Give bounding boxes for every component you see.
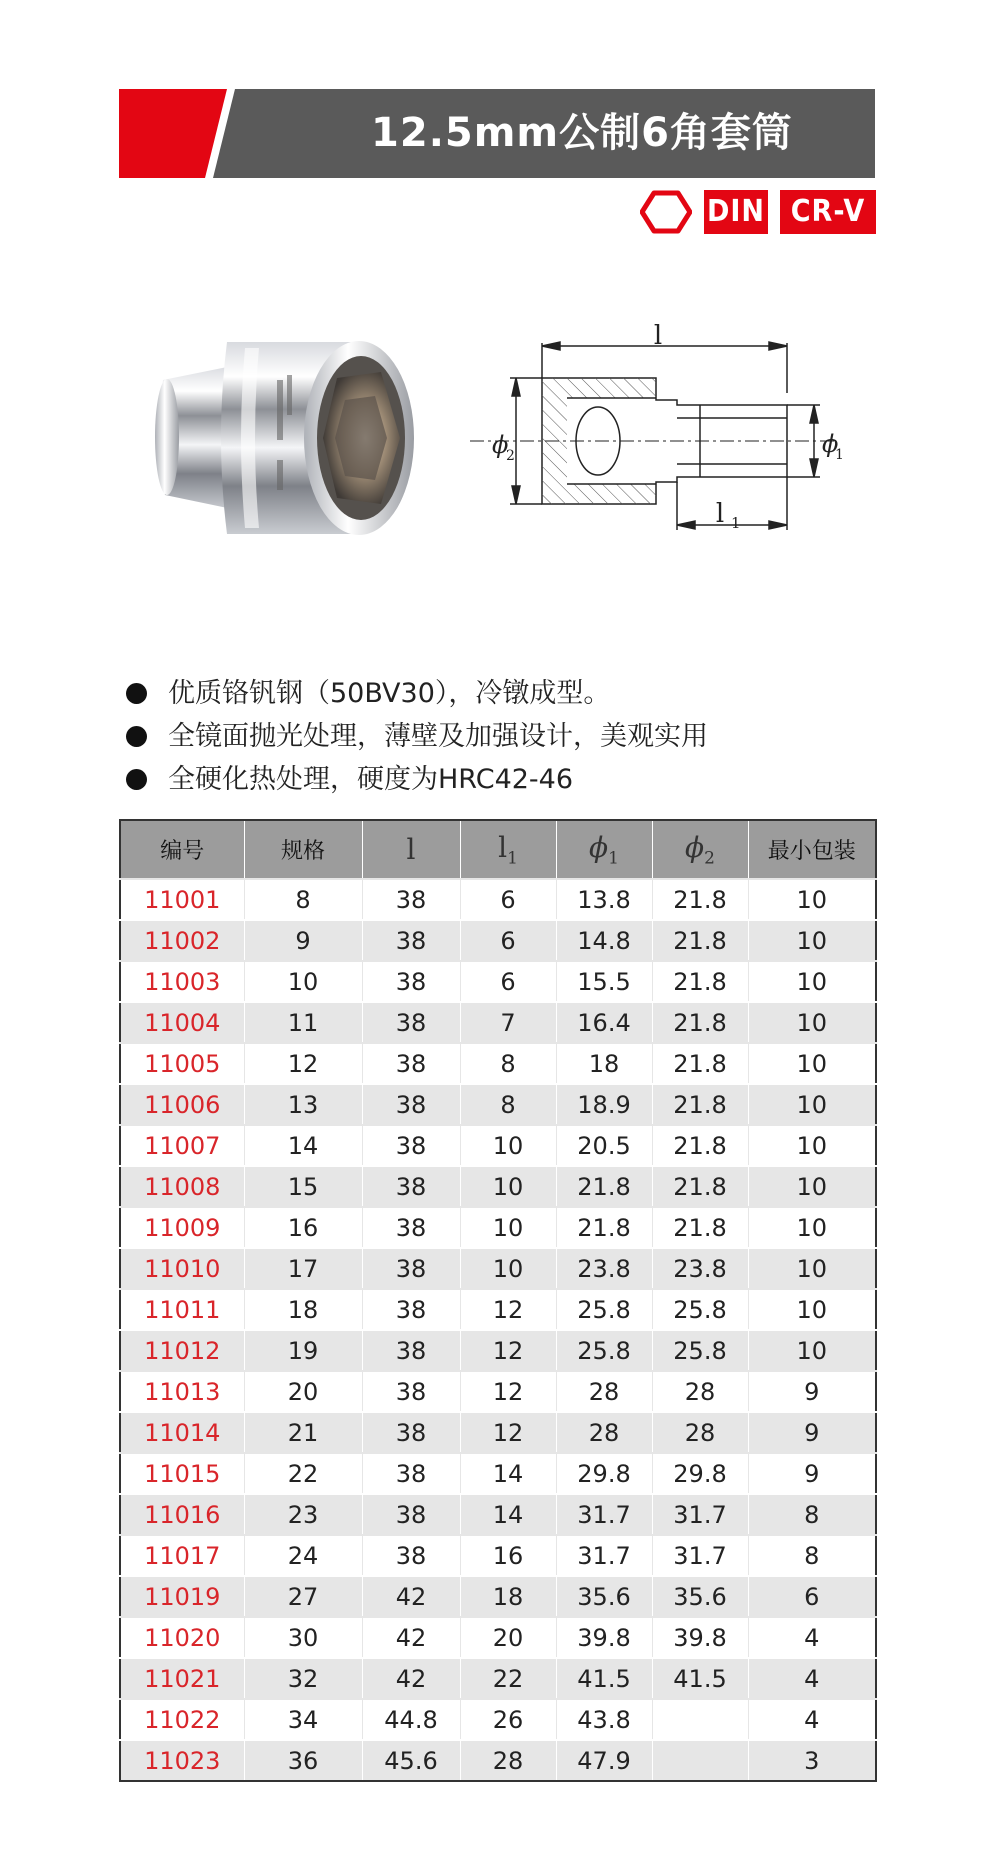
cell-phi2: 21.8 [652, 961, 748, 1002]
cell-code: 11022 [120, 1699, 244, 1740]
table-row [120, 1658, 876, 1699]
cell-pack: 4 [748, 1617, 876, 1658]
cell-l1: 10 [460, 1166, 556, 1207]
cell-size: 9 [244, 920, 362, 961]
cell-phi1: 31.7 [556, 1494, 652, 1535]
cell-phi2: 39.8 [652, 1617, 748, 1658]
cell-l: 38 [362, 1166, 460, 1207]
feature-item [122, 715, 882, 758]
cell-pack: 9 [748, 1453, 876, 1494]
cell-size: 10 [244, 961, 362, 1002]
cell-size: 21 [244, 1412, 362, 1453]
cell-phi2 [652, 1699, 748, 1740]
cell-code: 11012 [120, 1330, 244, 1371]
cell-pack: 4 [748, 1699, 876, 1740]
cell-phi2: 28 [652, 1371, 748, 1412]
cell-phi1: 18.9 [556, 1084, 652, 1125]
cell-pack: 8 [748, 1535, 876, 1576]
cell-phi1: 31.7 [556, 1535, 652, 1576]
cell-l: 38 [362, 1412, 460, 1453]
cell-code: 11020 [120, 1617, 244, 1658]
hexagon-icon [640, 190, 692, 234]
cell-code: 11007 [120, 1125, 244, 1166]
cell-l1: 14 [460, 1494, 556, 1535]
cell-l: 38 [362, 1289, 460, 1330]
cell-phi2: 21.8 [652, 1084, 748, 1125]
feature-text: 全硬化热处理，硬度为HRC42-46 [168, 764, 574, 795]
cell-l: 38 [362, 961, 460, 1002]
spec-table [119, 819, 877, 1782]
dim-l-label: l [653, 321, 663, 351]
cell-size: 14 [244, 1125, 362, 1166]
cell-phi2: 21.8 [652, 1125, 748, 1166]
cell-phi1: 23.8 [556, 1248, 652, 1289]
cell-pack: 10 [748, 1125, 876, 1166]
cell-pack: 9 [748, 1371, 876, 1412]
table-header-row [120, 820, 876, 879]
cell-phi2: 25.8 [652, 1289, 748, 1330]
dim-l1-label: l [715, 499, 725, 529]
table-row [120, 1125, 876, 1166]
cell-code: 11002 [120, 920, 244, 961]
feature-item [122, 758, 882, 801]
dim-phi2-label: ϕ [492, 431, 509, 459]
cell-phi1: 39.8 [556, 1617, 652, 1658]
cell-phi2: 21.8 [652, 1207, 748, 1248]
cell-pack: 10 [748, 1330, 876, 1371]
cell-l1: 16 [460, 1535, 556, 1576]
cell-pack: 10 [748, 961, 876, 1002]
feature-list [122, 672, 882, 801]
cell-phi1: 18 [556, 1043, 652, 1084]
cell-l1: 26 [460, 1699, 556, 1740]
cell-l1: 8 [460, 1084, 556, 1125]
cell-size: 13 [244, 1084, 362, 1125]
table-row [120, 1740, 876, 1781]
cell-phi1: 25.8 [556, 1330, 652, 1371]
socket-photo [145, 320, 415, 555]
table-row [120, 1289, 876, 1330]
cell-l: 45.6 [362, 1740, 460, 1781]
cell-phi1: 47.9 [556, 1740, 652, 1781]
cell-phi2: 41.5 [652, 1658, 748, 1699]
cell-l1: 6 [460, 961, 556, 1002]
cell-l: 42 [362, 1658, 460, 1699]
cell-code: 11023 [120, 1740, 244, 1781]
cell-phi1: 13.8 [556, 879, 652, 920]
cell-l: 38 [362, 1207, 460, 1248]
cell-code: 11014 [120, 1412, 244, 1453]
cell-phi1: 25.8 [556, 1289, 652, 1330]
cell-l: 42 [362, 1576, 460, 1617]
cell-phi1: 35.6 [556, 1576, 652, 1617]
cell-pack: 6 [748, 1576, 876, 1617]
header-l1: $l_1$ [460, 820, 556, 879]
cell-code: 11005 [120, 1043, 244, 1084]
cell-l1: 6 [460, 920, 556, 961]
cell-code: 11009 [120, 1207, 244, 1248]
header-l: l [362, 820, 460, 879]
cell-code: 11010 [120, 1248, 244, 1289]
cell-l1: 20 [460, 1617, 556, 1658]
dim-phi2-sub: 2 [506, 448, 515, 464]
cell-phi2: 21.8 [652, 1043, 748, 1084]
cell-l1: 12 [460, 1289, 556, 1330]
table-row [120, 1248, 876, 1289]
table-row [120, 1494, 876, 1535]
header-code: 编号 [120, 820, 244, 879]
table-row [120, 1412, 876, 1453]
cell-pack: 9 [748, 1412, 876, 1453]
table-row [120, 961, 876, 1002]
cell-l1: 8 [460, 1043, 556, 1084]
feature-text: 全镜面抛光处理，薄壁及加强设计，美观实用 [168, 721, 708, 752]
cell-phi1: 21.8 [556, 1166, 652, 1207]
cell-l: 38 [362, 1453, 460, 1494]
cell-l: 38 [362, 879, 460, 920]
cell-l1: 12 [460, 1371, 556, 1412]
cell-l1: 10 [460, 1125, 556, 1166]
cell-l: 38 [362, 1535, 460, 1576]
cell-phi2 [652, 1740, 748, 1781]
cell-code: 11004 [120, 1002, 244, 1043]
cell-phi1: 15.5 [556, 961, 652, 1002]
cell-phi1: 41.5 [556, 1658, 652, 1699]
cell-size: 34 [244, 1699, 362, 1740]
cell-phi1: 28 [556, 1371, 652, 1412]
table-row [120, 1535, 876, 1576]
cell-phi1: 28 [556, 1412, 652, 1453]
cell-size: 17 [244, 1248, 362, 1289]
feature-item [122, 672, 882, 715]
cell-phi2: 21.8 [652, 920, 748, 961]
cell-l: 38 [362, 1043, 460, 1084]
cell-phi1: 16.4 [556, 1002, 652, 1043]
cell-phi2: 35.6 [652, 1576, 748, 1617]
table-row [120, 920, 876, 961]
cell-size: 27 [244, 1576, 362, 1617]
cell-pack: 8 [748, 1494, 876, 1535]
cell-code: 11019 [120, 1576, 244, 1617]
cell-size: 32 [244, 1658, 362, 1699]
cell-pack: 10 [748, 1207, 876, 1248]
header-pack: 最小包装 [748, 820, 876, 879]
table-row [120, 1699, 876, 1740]
cell-code: 11015 [120, 1453, 244, 1494]
cell-phi1: 20.5 [556, 1125, 652, 1166]
table-row [120, 1002, 876, 1043]
cell-size: 23 [244, 1494, 362, 1535]
cell-code: 11013 [120, 1371, 244, 1412]
header-size: 规格 [244, 820, 362, 879]
cell-phi2: 28 [652, 1412, 748, 1453]
cell-l: 44.8 [362, 1699, 460, 1740]
table-row [120, 1576, 876, 1617]
cell-l: 42 [362, 1617, 460, 1658]
cell-phi2: 21.8 [652, 1002, 748, 1043]
cell-l1: 10 [460, 1248, 556, 1289]
cell-l: 38 [362, 920, 460, 961]
cell-size: 12 [244, 1043, 362, 1084]
dim-phi1-label: ϕ [822, 430, 839, 458]
cell-phi2: 25.8 [652, 1330, 748, 1371]
cell-l: 38 [362, 1084, 460, 1125]
cell-phi1: 29.8 [556, 1453, 652, 1494]
cell-size: 22 [244, 1453, 362, 1494]
table-row [120, 879, 876, 920]
cell-pack: 3 [748, 1740, 876, 1781]
cell-pack: 10 [748, 1248, 876, 1289]
cell-pack: 10 [748, 1002, 876, 1043]
crv-badge: CR-V [780, 190, 876, 234]
cell-l1: 28 [460, 1740, 556, 1781]
cell-size: 18 [244, 1289, 362, 1330]
table-row [120, 1453, 876, 1494]
table-row [120, 1166, 876, 1207]
bullet-icon [126, 769, 147, 790]
cell-size: 11 [244, 1002, 362, 1043]
cell-size: 15 [244, 1166, 362, 1207]
table-row [120, 1617, 876, 1658]
table-row [120, 1084, 876, 1125]
cell-l: 38 [362, 1248, 460, 1289]
cell-l1: 10 [460, 1207, 556, 1248]
cell-l: 38 [362, 1371, 460, 1412]
cell-l1: 18 [460, 1576, 556, 1617]
cell-code: 11011 [120, 1289, 244, 1330]
cell-code: 11003 [120, 961, 244, 1002]
cell-phi2: 21.8 [652, 879, 748, 920]
cell-l: 38 [362, 1002, 460, 1043]
bullet-icon [126, 683, 147, 704]
table-row [120, 1330, 876, 1371]
cell-l1: 12 [460, 1412, 556, 1453]
cell-l: 38 [362, 1494, 460, 1535]
cell-phi1: 14.8 [556, 920, 652, 961]
cell-l1: 6 [460, 879, 556, 920]
table-row [120, 1043, 876, 1084]
header-phi2: $\phi_2$ [652, 820, 748, 879]
bullet-icon [126, 726, 147, 747]
feature-text: 优质铬钒钢（50BV30），冷镦成型。 [168, 678, 611, 709]
cell-pack: 4 [748, 1658, 876, 1699]
header-phi1: $\phi_1$ [556, 820, 652, 879]
cell-phi1: 43.8 [556, 1699, 652, 1740]
cell-l1: 7 [460, 1002, 556, 1043]
cell-size: 36 [244, 1740, 362, 1781]
cell-code: 11001 [120, 879, 244, 920]
cell-l1: 22 [460, 1658, 556, 1699]
table-row [120, 1207, 876, 1248]
cell-pack: 10 [748, 1043, 876, 1084]
title-banner [119, 89, 875, 178]
cell-phi2: 31.7 [652, 1494, 748, 1535]
cell-pack: 10 [748, 1289, 876, 1330]
cell-size: 30 [244, 1617, 362, 1658]
cell-phi2: 21.8 [652, 1166, 748, 1207]
cell-size: 20 [244, 1371, 362, 1412]
cell-pack: 10 [748, 920, 876, 961]
cell-size: 8 [244, 879, 362, 920]
cell-pack: 10 [748, 1084, 876, 1125]
cell-l: 38 [362, 1330, 460, 1371]
table-body [120, 879, 876, 1781]
cell-pack: 10 [748, 1166, 876, 1207]
cell-l: 38 [362, 1125, 460, 1166]
cell-pack: 10 [748, 879, 876, 920]
cell-code: 11006 [120, 1084, 244, 1125]
cell-size: 16 [244, 1207, 362, 1248]
cell-phi1: 21.8 [556, 1207, 652, 1248]
cell-phi2: 23.8 [652, 1248, 748, 1289]
cell-size: 24 [244, 1535, 362, 1576]
dim-l1-sub: 1 [731, 514, 741, 532]
table-row [120, 1371, 876, 1412]
cell-code: 11021 [120, 1658, 244, 1699]
cell-code: 11008 [120, 1166, 244, 1207]
dim-phi1-sub: 1 [835, 447, 844, 463]
cell-l1: 14 [460, 1453, 556, 1494]
cell-l1: 12 [460, 1330, 556, 1371]
dimension-drawing [450, 318, 850, 543]
cell-code: 11016 [120, 1494, 244, 1535]
din-badge: DIN [704, 190, 768, 234]
standard-badges [640, 190, 876, 234]
page-title: 12.5mm公制6角套筒 [371, 110, 793, 156]
cell-size: 19 [244, 1330, 362, 1371]
cell-phi2: 31.7 [652, 1535, 748, 1576]
cell-code: 11017 [120, 1535, 244, 1576]
cell-phi2: 29.8 [652, 1453, 748, 1494]
